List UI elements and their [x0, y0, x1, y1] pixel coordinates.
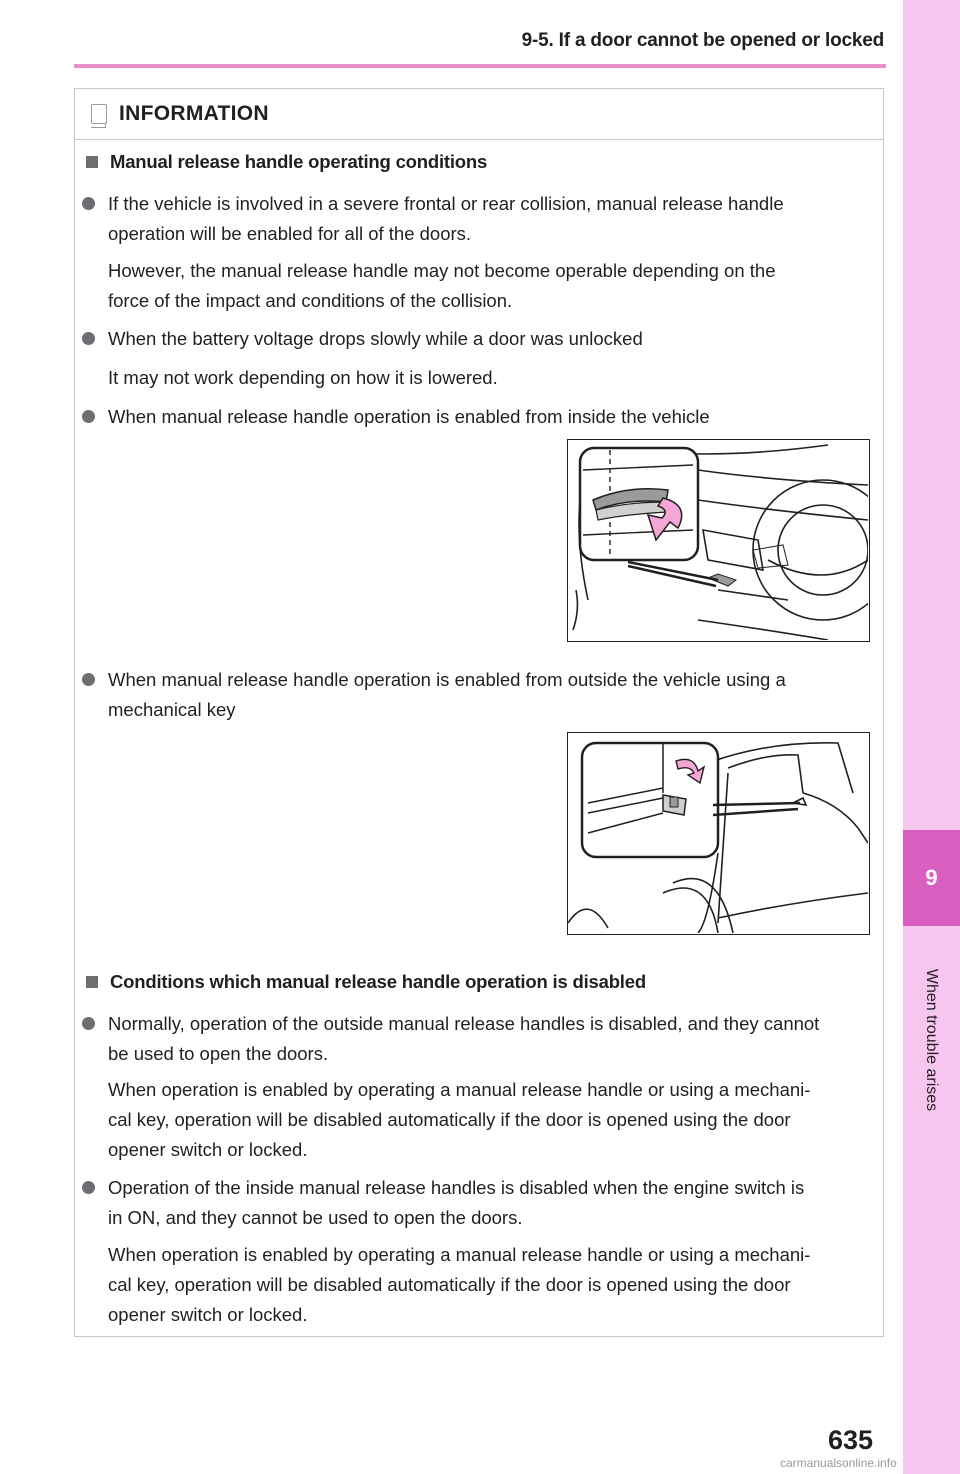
list-item: Normally, operation of the outside manual release handles is disabled, and they cannot be used to open the doors. [82, 1009, 882, 1069]
round-bullet-icon [82, 332, 95, 345]
inside-door-handle-drawing [568, 440, 868, 640]
list-item: When manual release handle operation is enabled from inside the vehicle [82, 402, 862, 432]
chapter-side-tab [903, 0, 960, 1474]
watermark: carmanualsonline.info [780, 1456, 897, 1470]
square-bullet-icon [86, 156, 98, 168]
follow-paragraph: When operation is enabled by operating a manual release handle or using a mechani- cal key, operation will be disabled automatically if the door is opened using the door opener switch or locked. [108, 1079, 811, 1160]
outside-handle-illustration [567, 732, 870, 935]
square-bullet-icon [86, 976, 98, 988]
section-title: 9-5. If a door cannot be opened or locked [521, 30, 884, 51]
list-item: When manual release handle operation is enabled from outside the vehicle using a mechanical key [82, 665, 872, 725]
chapter-number-badge: 9 [903, 830, 960, 926]
round-bullet-icon [82, 1017, 95, 1030]
list-item: If the vehicle is involved in a severe frontal or rear collision, manual release handle operation will be enabled for all of the doors. [82, 189, 862, 249]
round-bullet-icon [82, 197, 95, 210]
note-icon [91, 104, 107, 124]
list-item: Operation of the inside manual release handles is disabled when the engine switch is in ON, and they cannot be used to open the doors. [82, 1173, 882, 1233]
information-header [75, 89, 883, 140]
round-bullet-icon [82, 1181, 95, 1194]
page-number: 635 [828, 1425, 874, 1455]
information-title: INFORMATION [119, 102, 269, 125]
section-heading: Conditions which manual release handle operation is disabled [86, 971, 646, 993]
inside-handle-illustration [567, 439, 870, 642]
chapter-label: When trouble arises [923, 968, 940, 1112]
follow-paragraph: When operation is enabled by operating a manual release handle or using a mechani- cal key, operation will be disabled automatically if the door is opened using the door opener switch or locked. [108, 1244, 811, 1325]
section-heading: Manual release handle operating conditions [86, 151, 487, 173]
round-bullet-icon [82, 410, 95, 423]
header-divider [74, 64, 886, 68]
list-item: When the battery voltage drops slowly while a door was unlocked [82, 324, 862, 354]
follow-paragraph: However, the manual release handle may not become operable depending on the force of the impact and conditions of the collision. [108, 260, 776, 311]
follow-paragraph: It may not work depending on how it is lowered. [108, 367, 498, 388]
outside-door-handle-drawing [568, 733, 868, 933]
round-bullet-icon [82, 673, 95, 686]
